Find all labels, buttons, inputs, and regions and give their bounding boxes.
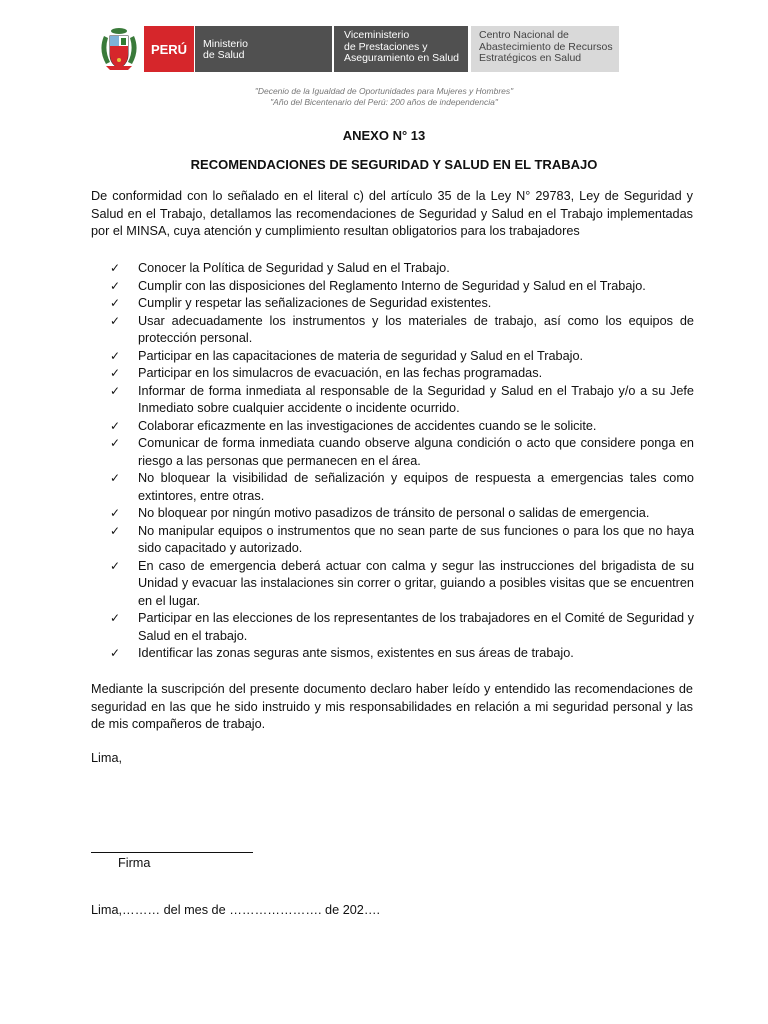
check-icon: ✓ <box>110 523 121 538</box>
annex-title: ANEXO N° 13 <box>342 128 426 143</box>
check-icon: ✓ <box>110 313 121 328</box>
list-item <box>110 260 694 278</box>
list-item <box>110 505 694 523</box>
check-icon: ✓ <box>110 611 121 625</box>
check-icon: ✓ <box>110 348 121 363</box>
list-item <box>110 348 694 366</box>
decenio-line-1: "Decenio de la Igualdad de Oportunidades para Mujeres y Hombres" <box>254 86 514 96</box>
decenio-slogan <box>0 86 768 108</box>
place-label: Lima, <box>91 751 123 765</box>
check-icon: ✓ <box>110 506 121 520</box>
viceministry-label: Viceministerio de Prestaciones y Aseguramiento en Salud <box>334 26 468 72</box>
recommendations-list <box>110 260 694 663</box>
list-item-text: Participar en los simulacros de evacuación, en las fechas programadas. <box>138 366 543 380</box>
check-icon: ✓ <box>110 646 121 660</box>
coat-of-arms-logo <box>100 26 138 72</box>
list-item <box>110 645 694 663</box>
decenio-line-2: "Año del Bicentenario del Perú: 200 años de independencia" <box>270 97 498 107</box>
check-icon: ✓ <box>110 383 121 398</box>
list-item-text: Comunicar de forma inmediata cuando observe alguna condición o acto que considere ponga en riesgo a las personas que permanecen en el área. <box>138 436 694 468</box>
list-item-text: Colaborar eficazmente en las investigaciones de accidentes cuando se le solicite. <box>138 418 597 433</box>
list-item-text: Participar en las elecciones de los representantes de los trabajadores en el Comité de Seguridad y Salud en el trabajo. <box>138 611 694 643</box>
document-title: RECOMENDACIONES DE SEGURIDAD Y SALUD EN EL TRABAJO <box>190 157 598 172</box>
list-item <box>110 470 694 505</box>
intro-paragraph: De conformidad con lo señalado en el literal c) del artículo 35 de la Ley N° 29783, Ley de Seguridad y Salud en el Trabajo, detallamos las recomendaciones de Seguridad y Salud en el Trabajo implementadas por el MINSA, cuya atención y cumplimiento resultan obligatorios para los trabajadores <box>91 189 693 238</box>
check-icon: ✓ <box>110 261 121 275</box>
list-item-text: No bloquear la visibilidad de señalización y equipos de respuesta a emergencias tales como extintores, entre otras. <box>138 471 694 503</box>
closing-paragraph: Mediante la suscripción del presente documento declaro haber leído y entendido las recomendaciones de seguridad en las que he sido instruido y mis responsabilidades en relación a mi seguridad personal y las de mis compañeros de trabajo. <box>91 682 693 731</box>
center-label: Centro Nacional de Abastecimiento de Recursos Estratégicos en Salud <box>471 26 619 72</box>
list-item-text: No manipular equipos o instrumentos que no sean parte de sus funciones o para los que no haya sido capacitado y autorizado. <box>138 523 694 555</box>
peru-label: PERÚ <box>144 26 194 72</box>
list-item <box>110 295 694 313</box>
list-item <box>110 610 694 645</box>
date-line: Lima,……… del mes de …………………. de 202…. <box>91 903 381 917</box>
list-item-text: En caso de emergencia deberá actuar con calma y segur las instrucciones del brigadista de su Unidad y evacuar las instalaciones sin correr o gritar, guiando a posibles visitas que se encuentren en el lugar. <box>138 558 694 608</box>
list-item-text: Informar de forma inmediata al responsable de la Seguridad y Salud en el Trabajo y/o a su Jefe Inmediato sobre cualquier accidente o incidente ocurrido. <box>138 383 694 415</box>
signature-label: Firma <box>118 856 151 870</box>
check-icon: ✓ <box>110 418 121 433</box>
check-icon: ✓ <box>110 471 121 485</box>
list-item <box>110 558 694 611</box>
check-icon: ✓ <box>110 558 121 573</box>
list-item <box>110 435 694 470</box>
list-item <box>110 365 694 383</box>
list-item-text: Identificar las zonas seguras ante sismos, existentes en sus áreas de trabajo. <box>138 646 574 660</box>
check-icon: ✓ <box>110 296 121 310</box>
check-icon: ✓ <box>110 436 121 450</box>
list-item <box>110 383 694 418</box>
list-item-text: Conocer la Política de Seguridad y Salud en el Trabajo. <box>138 261 450 275</box>
list-item <box>110 523 694 558</box>
list-item-text: Cumplir con las disposiciones del Reglamento Interno de Seguridad y Salud en el Trabajo. <box>138 278 646 293</box>
list-item-text: Participar en las capacitaciones de materia de seguridad y Salud en el Trabajo. <box>138 348 584 363</box>
list-item <box>110 418 694 436</box>
check-icon: ✓ <box>110 278 121 293</box>
list-item-text: Usar adecuadamente los instrumentos y los materiales de trabajo, así como los equipos de protección personal. <box>138 313 694 345</box>
list-item-text: No bloquear por ningún motivo pasadizos de tránsito de personal o salidas de emergencia. <box>138 506 650 520</box>
list-item <box>110 313 694 348</box>
header <box>100 26 619 72</box>
list-item-text: Cumplir y respetar las señalizaciones de Seguridad existentes. <box>138 296 492 310</box>
check-icon: ✓ <box>110 366 121 380</box>
ministry-label: Ministerio de Salud <box>194 26 332 72</box>
list-item <box>110 278 694 296</box>
signature-line <box>91 852 253 853</box>
